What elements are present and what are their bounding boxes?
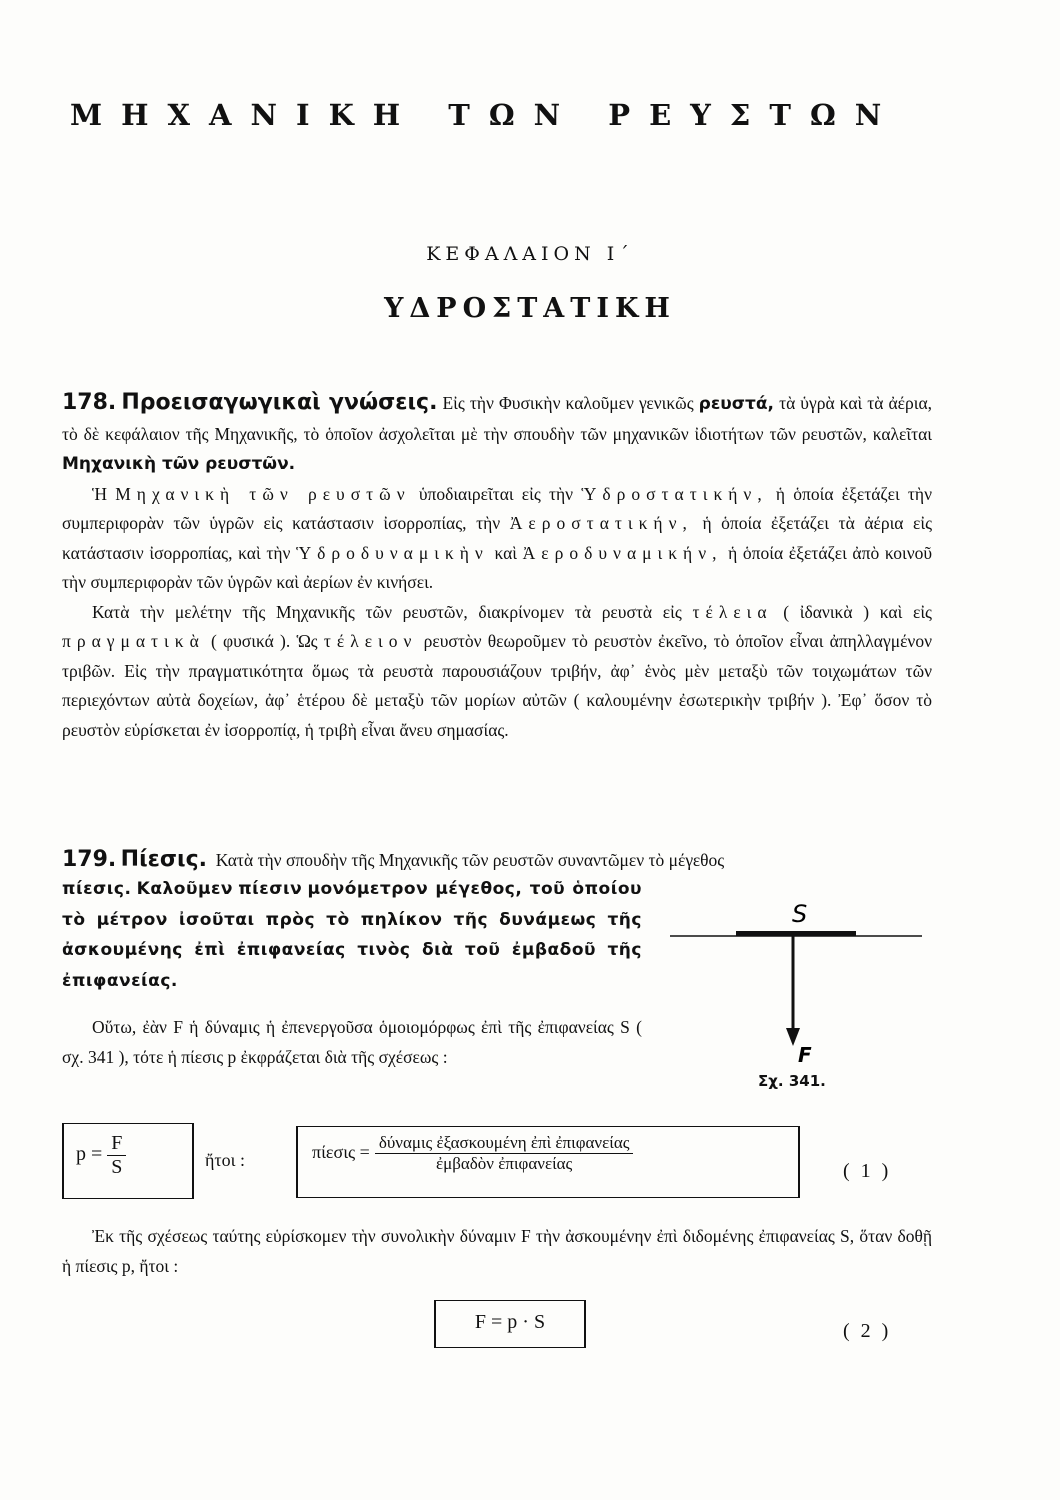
text-run: Οὕτω, ἐὰν F ἡ δύναμις ἡ ἐπενεργοῦσα ὁμοιομόρφως ἐπὶ τῆς ἐπιφανείας S ( σχ. 341 ), τότε ἡ πίεσις p ἐκφράζεται διὰ τῆς σχέσεως : <box>62 1017 642 1067</box>
definition-run: μονόμετρον μέγεθος, τοῦ ὁποίου τὸ μέτρον ἰσοῦται πρὸς τὸ πηλίκον τῆς δυνάμεως τῆς ἀσκουμένης ἐπὶ ἐπιφανείας τινὸς διὰ τοῦ ἐμβαδοῦ τῆς ἐπιφανείας. <box>62 879 642 991</box>
section-178-paragraph-1 <box>62 388 932 480</box>
section-179-paragraph-3 <box>62 1222 932 1281</box>
text-run: ἡ ὁποία ἐξετάζει τὴν συμπεριφορὰν τῶν ὑγρῶν εἰς κατάστασιν ἰσορροπίας, τὴν <box>62 483 932 533</box>
section-178 <box>62 388 932 745</box>
spaced-term: πραγματικὰ <box>62 631 205 651</box>
section-179-heading-line <box>62 845 932 876</box>
text-run: ρευστὸν θεωροῦμεν τὸ ρευστὸν ἐκεῖνο, τὸ ὁποῖον εἶναι ἀπηλλαγμένον τριβῶν. Εἰς τὴν πραγματικότητα ὅμως τὰ ρευστὰ παρουσιάζουν τριβήν, ἀφ᾽ ἑνὸς μὲν μεταξὺ τῶν τοιχωμάτων τῶν περιεχόντων αὐτὰ δοχείων, ἀφ᾽ ἑτέρου δὲ μεταξὺ τῶν μορίων αὐτῶν ( καλουμένην ἐσωτερικὴν τριβήν ). Ἐφ᾽ ὅσον τὸ ρευστὸν εὑρίσκεται ἐν ἰσορροπίᾳ, ἡ τριβὴ εἶναι ἄνευ σημασίας. <box>62 631 932 740</box>
text-run: τὰ ὑγρὰ καὶ τὰ ἀέρια, τὸ δὲ κεφάλαιον τῆς Μηχανικῆς, τὸ ὁποῖον ἀσχολεῖται μὲ τὴν σπουδὴν τῶν μηχανικῶν ἰδιοτήτων τῶν ρευστῶν, καλεῖται <box>62 393 932 444</box>
section-179-paragraph-2 <box>62 1013 642 1072</box>
fraction-numerator: F <box>107 1132 126 1156</box>
equation-1-verbal-box <box>296 1126 800 1198</box>
equation-1-symbolic-box <box>62 1123 194 1199</box>
definition-run: Καλοῦμεν <box>136 879 233 899</box>
text-run: Ἡ <box>92 483 108 504</box>
definition-spaced-term: πίεσιν <box>238 879 303 899</box>
spaced-term: Ὑδροστατικήν, <box>581 483 768 504</box>
equation-2-box <box>434 1300 586 1348</box>
spaced-term: Μηχανικὴ τῶν ρευστῶν <box>115 483 411 504</box>
text-run: ἡ ὁποία ἐξετάζει τὰ ἀέρια εἰς κατάστασιν ἰσορροπίας, καὶ τὴν <box>62 513 933 563</box>
section-178-paragraph-3 <box>62 598 932 746</box>
spaced-term: Ὑδροδυναμικὴν <box>296 542 489 563</box>
text-run: Εἰς τὴν Φυσικὴν καλοῦμεν γενικῶς <box>442 393 694 413</box>
equation-lhs: p = <box>76 1143 103 1166</box>
surface-area <box>736 931 856 936</box>
section-178-heading: Προεισαγωγικαὶ γνώσεις. <box>121 390 438 415</box>
equation-2: F = p · S <box>474 1311 546 1333</box>
equation-1-verbal <box>312 1133 633 1174</box>
spaced-term: τέλειον <box>323 631 418 651</box>
fraction-numerator: δύναμις ἐξασκουμένη ἐπὶ ἐπιφανείας <box>375 1133 634 1154</box>
text-run: ἡ ὁποία ἐξετάζει ἀπὸ κοινοῦ τὴν συμπεριφορὰν τῶν ὑγρῶν καὶ ἀερίων ἐν κινήσει. <box>62 542 933 592</box>
text-run: ( ἰδανικὰ ) καὶ εἰς <box>783 601 932 622</box>
section-178-paragraph-2 <box>62 480 932 598</box>
section-179-number: 179. <box>62 847 117 872</box>
equation-2-number: ( 2 ) <box>843 1320 892 1342</box>
surface-label: S <box>792 900 808 928</box>
force-label: F <box>798 1043 812 1067</box>
text-run: ( φυσικά ). Ὡς <box>210 631 318 651</box>
chapter-label: ΚΕΦΑΛΑΙΟΝ Ι΄ <box>426 243 634 265</box>
text-run: Κατὰ τὴν μελέτην τῆς Μηχανικῆς τῶν ρευστῶν, διακρίνομεν τὰ ρευστὰ εἰς <box>92 601 682 622</box>
page-header: ΜΗΧΑΝΙΚΗ ΤΩΝ ΡΕΥΣΤΩΝ <box>70 98 901 132</box>
term-reusta: ρευστά, <box>698 394 775 414</box>
fraction-denominator: ἐμβαδὸν ἐπιφανείας <box>435 1154 573 1173</box>
spaced-term: Ἀεροστατικήν, <box>509 513 693 533</box>
equation-1-number: ( 1 ) <box>843 1160 892 1182</box>
pressure-definition <box>62 874 642 996</box>
spaced-term: τέλεια <box>692 601 773 622</box>
section-178-number: 178. <box>62 390 117 415</box>
text-run: Κατὰ τὴν σπουδὴν τῆς Μηχανικῆς τῶν ρευστῶν συναντῶμεν τὸ μέγεθος <box>215 850 725 870</box>
text-run: ὑποδιαιρεῖται εἰς τὴν <box>418 483 574 504</box>
text-run: Ἐκ τῆς σχέσεως ταύτης εὑρίσκομεν τὴν συνολικὴν δύναμιν F τὴν ἀσκουμένην ἐπὶ διδομένης ἐπιφανείας S, ὅταν δοθῇ ἡ πίεσις p, ἤτοι : <box>62 1226 932 1276</box>
equation-connector: ἤτοι : <box>205 1150 245 1170</box>
fraction <box>375 1133 634 1174</box>
figure-caption: Σχ. 341. <box>758 1072 826 1090</box>
term-mechanics-of-fluids: Μηχανικὴ τῶν ρευστῶν. <box>62 454 296 474</box>
pressure-figure <box>660 890 930 1100</box>
equation-lhs: πίεσις = <box>312 1142 370 1163</box>
section-179-heading: Πίεσις. <box>120 847 207 872</box>
equation-1-symbolic <box>76 1132 126 1179</box>
term-pressure: πίεσις. <box>62 879 132 899</box>
fraction <box>107 1132 126 1179</box>
text-run: καὶ <box>494 542 518 563</box>
chapter-title: ΥΔΡΟΣΤΑΤΙΚΗ <box>384 293 676 324</box>
fraction-denominator: S <box>111 1156 123 1178</box>
spaced-term: Ἀεροδυναμικήν, <box>522 542 723 563</box>
